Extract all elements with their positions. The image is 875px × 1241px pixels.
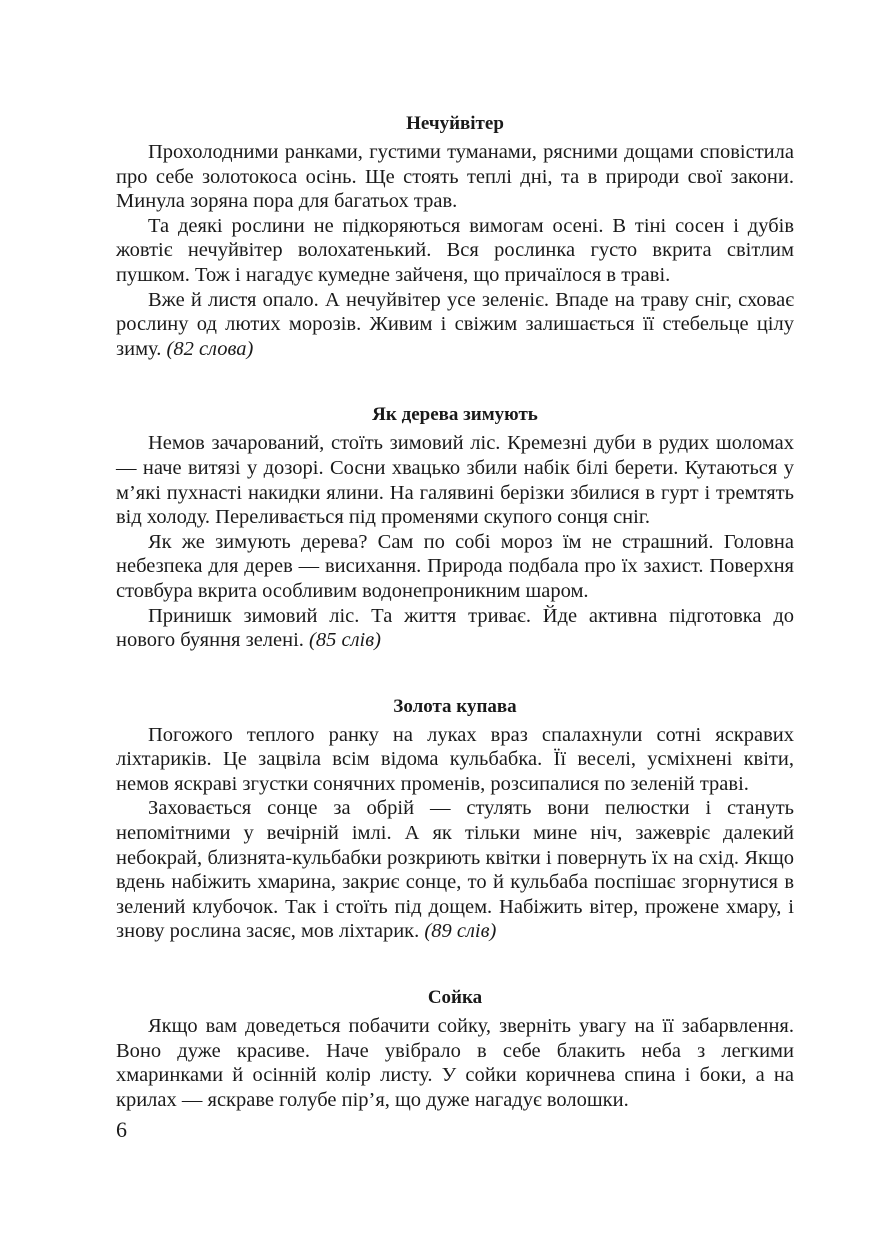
story-title: Як дерева зимують — [372, 404, 538, 426]
paragraph — [116, 214, 794, 288]
paragraph — [116, 796, 794, 944]
story-zolota-kupava — [116, 695, 794, 944]
paragraph — [116, 1014, 794, 1112]
paragraph-text: Прохолодними ранками, густими туманами, рясними дощами сповістила про себе золотокоса осінь. Ще стоять теплі дні, та в природи свої закони. Минула зоряна пора для багатьох трав. — [116, 141, 794, 213]
story-title: Золота купава — [393, 695, 517, 717]
paragraph-text: Принишк зимовий ліс. Та життя триває. Йде активна підготовка до нового буяння зелені. — [116, 604, 794, 652]
paragraph-text: Як же зимують дерева? Сам по собі мороз їм не страшний. Головна небезпека для дерев — висихання. Природа подбала про їх захист. Поверхня стовбура вкрита особливим водонепроникним шаром. — [116, 530, 794, 602]
paragraph — [116, 530, 794, 604]
story-nechuyviter — [116, 112, 794, 361]
story-yak-dereva-zymuyut — [116, 403, 794, 652]
story-title: Нечуйвітер — [406, 113, 504, 134]
paragraph — [116, 140, 794, 214]
paragraph-text: Погожого теплого ранку на луках враз спалахнули сотні яскравих ліхтариків. Це зацвіла всім відома кульбабка. Її веселі, усміхнені квіти, немов яскраві згустки сонячних променів, розсипалися по зеленій траві. — [116, 723, 794, 795]
paragraph — [116, 288, 794, 362]
page-number: 6 — [116, 1117, 127, 1142]
paragraph-text: Якщо вам доведеться побачити сойку, зверніть увагу на її забарвлення. Воно дуже красиве. Наче увібрало в себе блакить неба з легкими хмаринками й осінній колір листу. У сойки коричнева спина і боки, а на крилах — яскраве голубе пір’я, що дуже нагадує волошки. — [116, 1015, 794, 1111]
paragraph-text: Заховається сонце за обрій — стулять вони пелюстки і стануть непомітними у вечірній імлі. А як тільки мине ніч, зажевріє далекий небокрай, близнята-кульбабки розкриють квітки і повернуть їх на схід. Якщо вдень набіжить хмарина, закриє сонце, то й кульбаба поспішає згорнутися в зелений клубочок. Так і стоїть під дощем. Набіжить вітер, прожене хмару, і знову рослина засяє, мов ліхтарик. — [116, 797, 794, 943]
word-count: (82 слова) — [166, 337, 254, 360]
paragraph-text: Вже й листя опало. А нечуйвітер усе зеленіє. Впаде на траву сніг, сховає рослину од лютих морозів. Живим і свіжим залишається її стебельце цілу зиму. — [116, 288, 794, 360]
paragraph — [116, 431, 794, 529]
paragraph — [116, 604, 794, 653]
paragraph-text: Та деякі рослини не підкоряються вимогам осені. В тіні сосен і дубів жовтіє нечуйвітер волохатенький. Вся рослинка густо вкрита світлим пушком. Тож і нагадує кумедне зайченя, що причаїлося в траві. — [116, 214, 794, 286]
story-title: Сойка — [427, 987, 483, 1009]
word-count: (85 слів) — [309, 629, 381, 652]
word-count: (89 слів) — [424, 920, 497, 943]
page-body — [116, 112, 794, 1112]
paragraph-text: Немов зачарований, стоїть зимовий ліс. Кремезні дуби в рудих шоломах — наче витязі у дозорі. Сосни хвацько збили набік білі берети. Кутаються у м’які пухнасті накидки ялини. На галявині берізки збилися в гурт і тремтять від холоду. Переливається під променями скупого сонця сніг. — [116, 432, 794, 529]
paragraph — [116, 723, 794, 797]
story-soyka — [116, 986, 794, 1112]
